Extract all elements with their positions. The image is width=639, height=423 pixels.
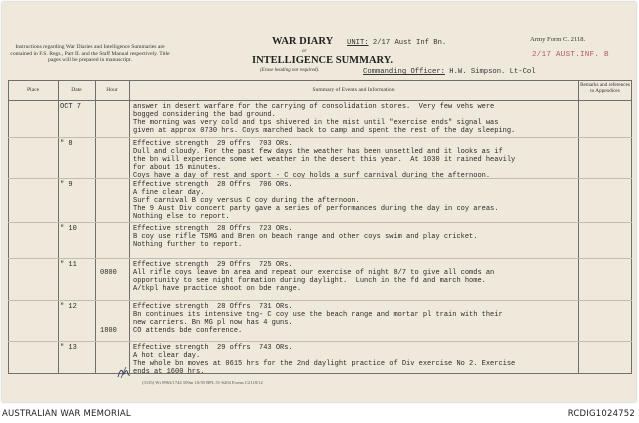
diary-table [8, 80, 632, 377]
entry-text-line: A/tkpl have practice shoot on bde range. [133, 285, 302, 294]
commanding-officer-field [363, 68, 536, 76]
entry-separator [8, 341, 632, 342]
entry-separator [8, 178, 632, 179]
entry-text-line: Effective strength 29 Offrs 725 ORs. [133, 261, 293, 269]
entry-separator [8, 258, 632, 259]
title-or: or [302, 49, 307, 54]
instructions-note: Instructions regarding War Diaries and Intelligence Summaries are contained in F.S. Regs., Part II. and the Staff Manual respectively. Title pages will be prepared in manuscript. [10, 44, 170, 64]
col-header-hour: Hour [106, 87, 118, 93]
col-header-date: Date [71, 87, 82, 93]
col-rule-summary [578, 80, 579, 374]
unit-value: 2/17 Aust Inf Bn. [372, 39, 447, 47]
entry-text-line: given at approx 0730 hrs. Coys marched back to camp and spent the rest of the day sleeping. [133, 127, 516, 136]
entry-text-line: Effective strength 28 Offrs 723 ORs. [133, 225, 293, 233]
table-header-rule [8, 100, 632, 101]
entry-text-line: Nothing else to report. [133, 213, 230, 222]
entry-text-line: opportunity to see night formation during daylight. Lunch in the fd and march home. [133, 277, 486, 286]
entry-date: " 11 [60, 261, 77, 269]
entry-text-line: Effective strength 28 Offrs 731 ORs. [133, 303, 293, 311]
diary-page [2, 2, 636, 402]
col-rule-right [631, 80, 632, 374]
archive-credit-right: RCDIG1024752 [567, 409, 635, 419]
entry-date: " 9 [60, 181, 73, 189]
entry-text-line: Bn continues its intensive tng- C coy use the beach range and mortar pl train with their [133, 311, 503, 320]
unit-label: UNIT: [347, 39, 369, 47]
entry-text-line: for about 15 minutes. [133, 164, 222, 173]
col-header-remarks: Remarks and references to Appendices [580, 82, 630, 94]
entry-text-line: ends at 1600 hrs. [133, 368, 205, 377]
entry-text-line: The whole bn moves at 0615 hrs for the 2nd daylight practice of Div exercise No 2. Exercise [133, 360, 516, 369]
entry-text-line: Effective strength 29 offrs 703 ORs. [133, 140, 293, 148]
entry-text-line: B coy use rifle TSMG and Bren on beach range and other coys swim and play cricket. [133, 233, 478, 242]
entry-text-line: answer in desert warfare for the carrying of consolidation stores. Very few vehs were [133, 103, 495, 111]
entry-text-line: CO attends bde conference. [133, 327, 243, 336]
handwritten-initials [116, 364, 132, 380]
entry-text-line: bogged considering the bad ground. [133, 111, 276, 120]
entry-separator [8, 300, 632, 301]
entry-text-line: A fine clear day. [133, 189, 205, 198]
entry-date: " 12 [60, 303, 77, 311]
entry-text-line: Coys have a day of rest and sport - C coy holds a surf carnival during the afternoon. [133, 172, 491, 181]
entry-hour: 0800 [100, 269, 117, 278]
col-rule-date [95, 80, 96, 374]
entry-date: " 13 [60, 344, 77, 352]
entry-text-line: new carriers. Bn MG pl now has 4 guns. [133, 319, 293, 328]
entry-date: " 8 [60, 140, 73, 148]
commanding-officer-value: H.W. Simpson. Lt-Col [449, 68, 536, 76]
archive-credit-left: AUSTRALIAN WAR MEMORIAL [2, 409, 131, 419]
erase-heading-note: (Erase heading not required). [260, 68, 320, 73]
form-print-code: (3135) Wt 8963/1744 500m 10/39 BPL 51-6204 Forms C2118/12 [142, 380, 263, 385]
entry-text-line: All rifle coys leave bn area and repeat our exercise of night 8/7 to give all comds an [133, 269, 495, 278]
unit-stamp: 2/17 AUST.INF. B [532, 51, 609, 59]
entry-date: " 10 [60, 225, 77, 233]
table-top-rule [8, 80, 632, 81]
entry-text-line: The 9 Aust Div concert party gave a series of performances during the day in coy areas. [133, 205, 499, 214]
col-rule-left [8, 80, 9, 374]
entry-text-line: The morning was very cold and tps shivered in the mist until "exercise ends" signal was [133, 119, 499, 128]
entry-text-line: Surf carnival B coy versus C coy during the afternoon. [133, 197, 360, 206]
col-header-place: Place [26, 87, 40, 93]
col-rule-place [58, 80, 59, 374]
title-intelligence-summary: INTELLIGENCE SUMMARY. [252, 55, 394, 66]
entry-text-line: Effective strength 28 Offrs 706 ORs. [133, 181, 293, 189]
unit-field [347, 39, 446, 47]
army-form-number: Army Form C. 2118. [530, 36, 586, 43]
entry-text-line: Effective strength 29 offrs 743 ORs. [133, 344, 293, 352]
col-header-summary: Summary of Events and Information [312, 87, 395, 93]
col-rule-hour [129, 80, 130, 374]
commanding-officer-label: Commanding Officer: [363, 68, 445, 76]
entry-hour: 1800 [100, 327, 117, 336]
entry-separator [8, 222, 632, 223]
entry-text-line: A hot clear day. [133, 352, 201, 361]
entry-text-line: Nothing further to report. [133, 241, 243, 250]
entry-date: OCT 7 [60, 103, 82, 111]
entry-text-line: the bn will experience some wet weather in the desert this year. At 1030 it rained heavily [133, 156, 516, 165]
title-war-diary: WAR DIARY [272, 36, 334, 47]
entry-separator [8, 137, 632, 138]
entry-text-line: Dull and cloudy. For the past few days the weather has been unsettled and it looks as if [133, 148, 503, 157]
